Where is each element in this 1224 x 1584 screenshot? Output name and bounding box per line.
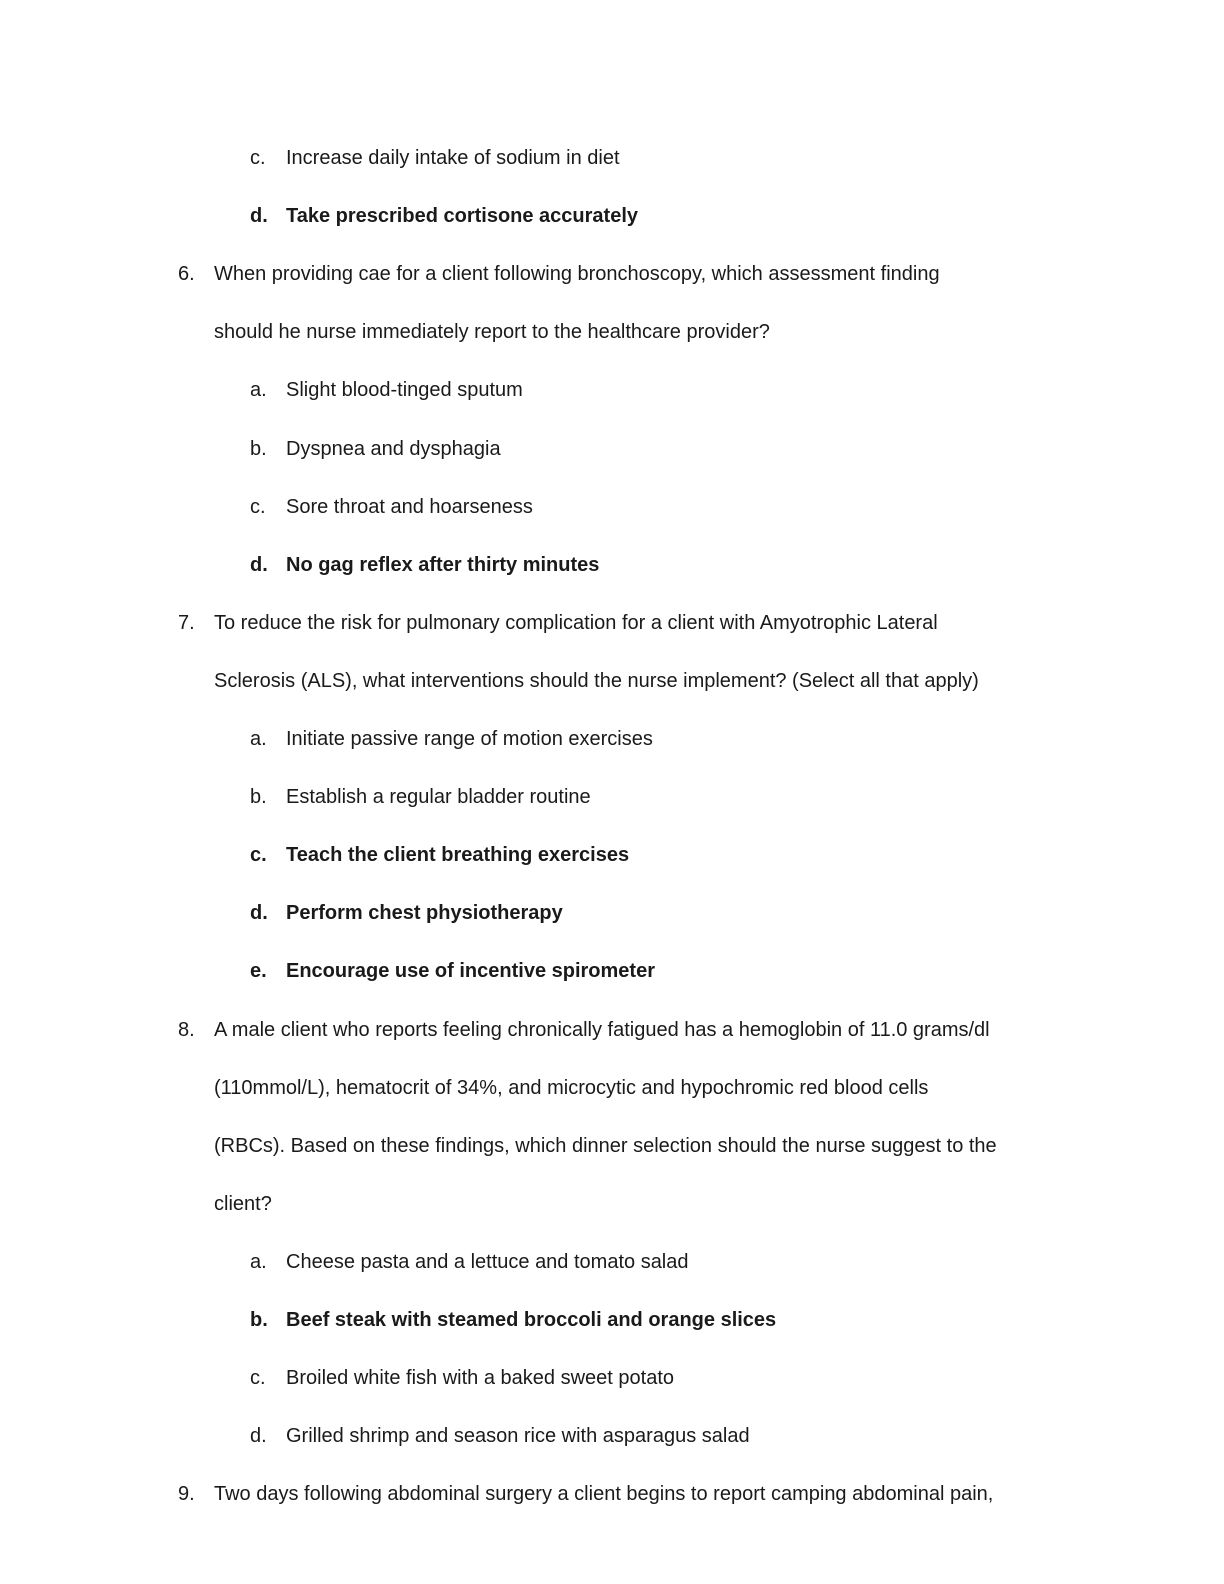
option-text: Increase daily intake of sodium in diet (286, 147, 620, 169)
option-letter: e. (250, 960, 267, 982)
option-letter: a. (250, 379, 267, 401)
option-letter: c. (250, 147, 266, 169)
option-text: Broiled white fish with a baked sweet potato (286, 1367, 674, 1389)
option-text: Beef steak with steamed broccoli and orange slices (286, 1309, 777, 1331)
question-text: Two days following abdominal surgery a client begins to report camping abdominal pain, (214, 1483, 994, 1505)
option-text: Initiate passive range of motion exercises (286, 728, 653, 750)
question-text: When providing cae for a client following bronchoscopy, which assessment finding (214, 263, 940, 285)
option-letter: d. (250, 902, 268, 924)
question-text: A male client who reports feeling chronically fatigued has a hemoglobin of 11.0 grams/dl (214, 1019, 990, 1041)
question-text: To reduce the risk for pulmonary complication for a client with Amyotrophic Lateral (214, 612, 938, 634)
question-number: 7. (178, 612, 195, 634)
question-number: 6. (178, 263, 195, 285)
option-letter: d. (250, 554, 268, 576)
option-letter: d. (250, 1425, 267, 1447)
question-number: 8. (178, 1019, 195, 1041)
option-text: Slight blood-tinged sputum (286, 379, 523, 401)
option-text: Teach the client breathing exercises (286, 844, 630, 866)
option-text: Grilled shrimp and season rice with asparagus salad (286, 1425, 750, 1447)
question-text: (110mmol/L), hematocrit of 34%, and microcytic and hypochromic red blood cells (214, 1077, 929, 1099)
question-text: should he nurse immediately report to the healthcare provider? (214, 321, 770, 343)
option-letter: b. (250, 438, 267, 460)
option-text: Establish a regular bladder routine (286, 786, 591, 808)
option-letter: c. (250, 496, 266, 518)
option-letter: c. (250, 1367, 266, 1389)
option-text: Sore throat and hoarseness (286, 496, 533, 518)
question-text: Sclerosis (ALS), what interventions should the nurse implement? (Select all that apply) (214, 670, 979, 692)
question-number: 9. (178, 1483, 195, 1505)
option-letter: d. (250, 205, 268, 227)
option-letter: a. (250, 1251, 267, 1273)
option-text: No gag reflex after thirty minutes (286, 554, 600, 576)
question-text: client? (214, 1193, 272, 1215)
option-text: Encourage use of incentive spirometer (286, 960, 655, 982)
option-letter: c. (250, 844, 267, 866)
option-letter: b. (250, 1309, 268, 1331)
option-letter: a. (250, 728, 267, 750)
option-letter: b. (250, 786, 267, 808)
option-text: Cheese pasta and a lettuce and tomato salad (286, 1251, 689, 1273)
option-text: Dyspnea and dysphagia (286, 438, 501, 460)
option-text: Perform chest physiotherapy (286, 902, 563, 924)
question-text: (RBCs). Based on these findings, which dinner selection should the nurse suggest to the (214, 1135, 997, 1157)
option-text: Take prescribed cortisone accurately (286, 205, 639, 227)
